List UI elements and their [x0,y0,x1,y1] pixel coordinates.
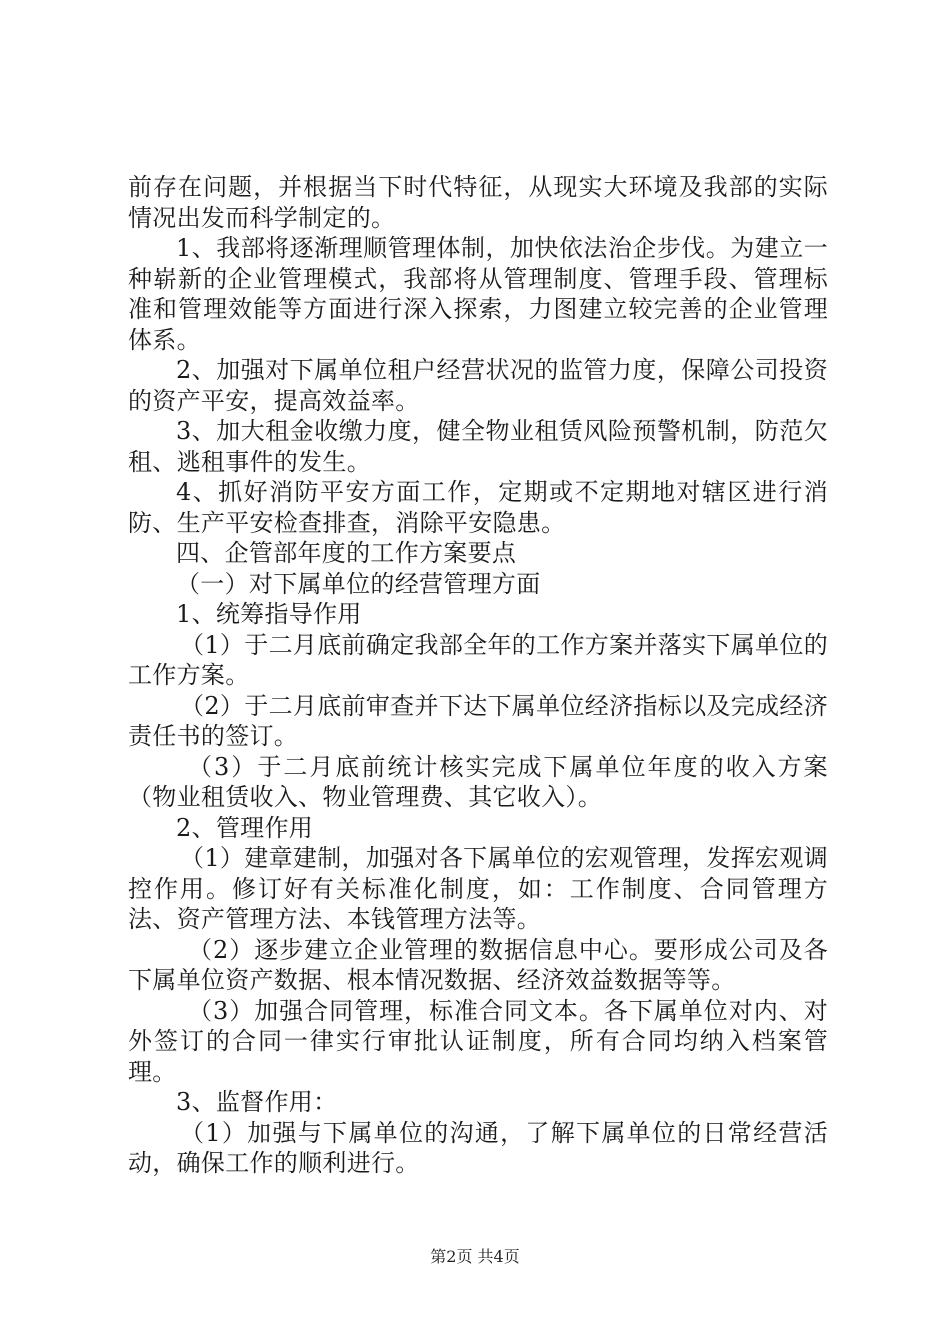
subsection-heading: （一）对下属单位的经营管理方面 [176,569,541,598]
item-heading: 2、管理作用 [176,813,314,842]
paragraph: 2、加强对下属单位租户经营状况的监管力度，保障公司投资的资产平安，提高效益率。 [128,356,828,415]
item-heading: 1、统筹指导作用 [176,600,362,628]
paragraph: （3）于二月底前统计核实完成下属单位年度的收入方案（物业租赁收入、物业管理费、其它收入）。 [128,752,828,811]
item-heading: 3、监督作用： [176,1088,338,1116]
paragraph: （2）逐步建立企业管理的数据信息中心。要形成公司及各下属单位资产数据、根本情况数据、经济效益数据等等。 [128,935,828,994]
paragraph: （1）加强与下属单位的沟通，了解下属单位的日常经营活动，确保工作的顺利进行。 [128,1118,828,1177]
paragraph: 3、加大租金收缴力度，健全物业租赁风险预警机制，防范欠租、逃租事件的发生。 [128,417,828,476]
paragraph: （2）于二月底前审查并下达下属单位经济指标以及完成经济责任书的签订。 [128,691,828,750]
paragraph: 1、我部将逐渐理顺管理体制，加快依法治企步伐。为建立一种崭新的企业管理模式，我部将从管理制度、管理手段、管理标准和管理效能等方面进行深入探索，力图建立较完善的企业管理体系。 [128,234,828,354]
section-heading: 四、企管部年度的工作方案要点 [176,539,517,567]
paragraph: 前存在问题，并根据当下时代特征，从现实大环境及我部的实际情况出发而科学制定的。 [128,173,828,232]
paragraph: （1）建章建制，加强对各下属单位的宏观管理，发挥宏观调控作用。修订好有关标准化制度，如：工作制度、合同管理方法、资产管理方法、本钱管理方法等。 [128,844,828,933]
page-footer: 第2页 共4页 [430,1247,520,1266]
paragraph: （1）于二月底前确定我部全年的工作方案并落实下属单位的工作方案。 [128,630,828,689]
paragraph: （3）加强合同管理，标准合同文本。各下属单位对内、对外签订的合同一律实行审批认证制度，所有合同均纳入档案管理。 [128,996,828,1086]
document-body [128,172,828,1179]
paragraph: 4、抓好消防平安方面工作，定期或不定期地对辖区进行消防、生产平安检查排查，消除平安隐患。 [128,478,828,537]
